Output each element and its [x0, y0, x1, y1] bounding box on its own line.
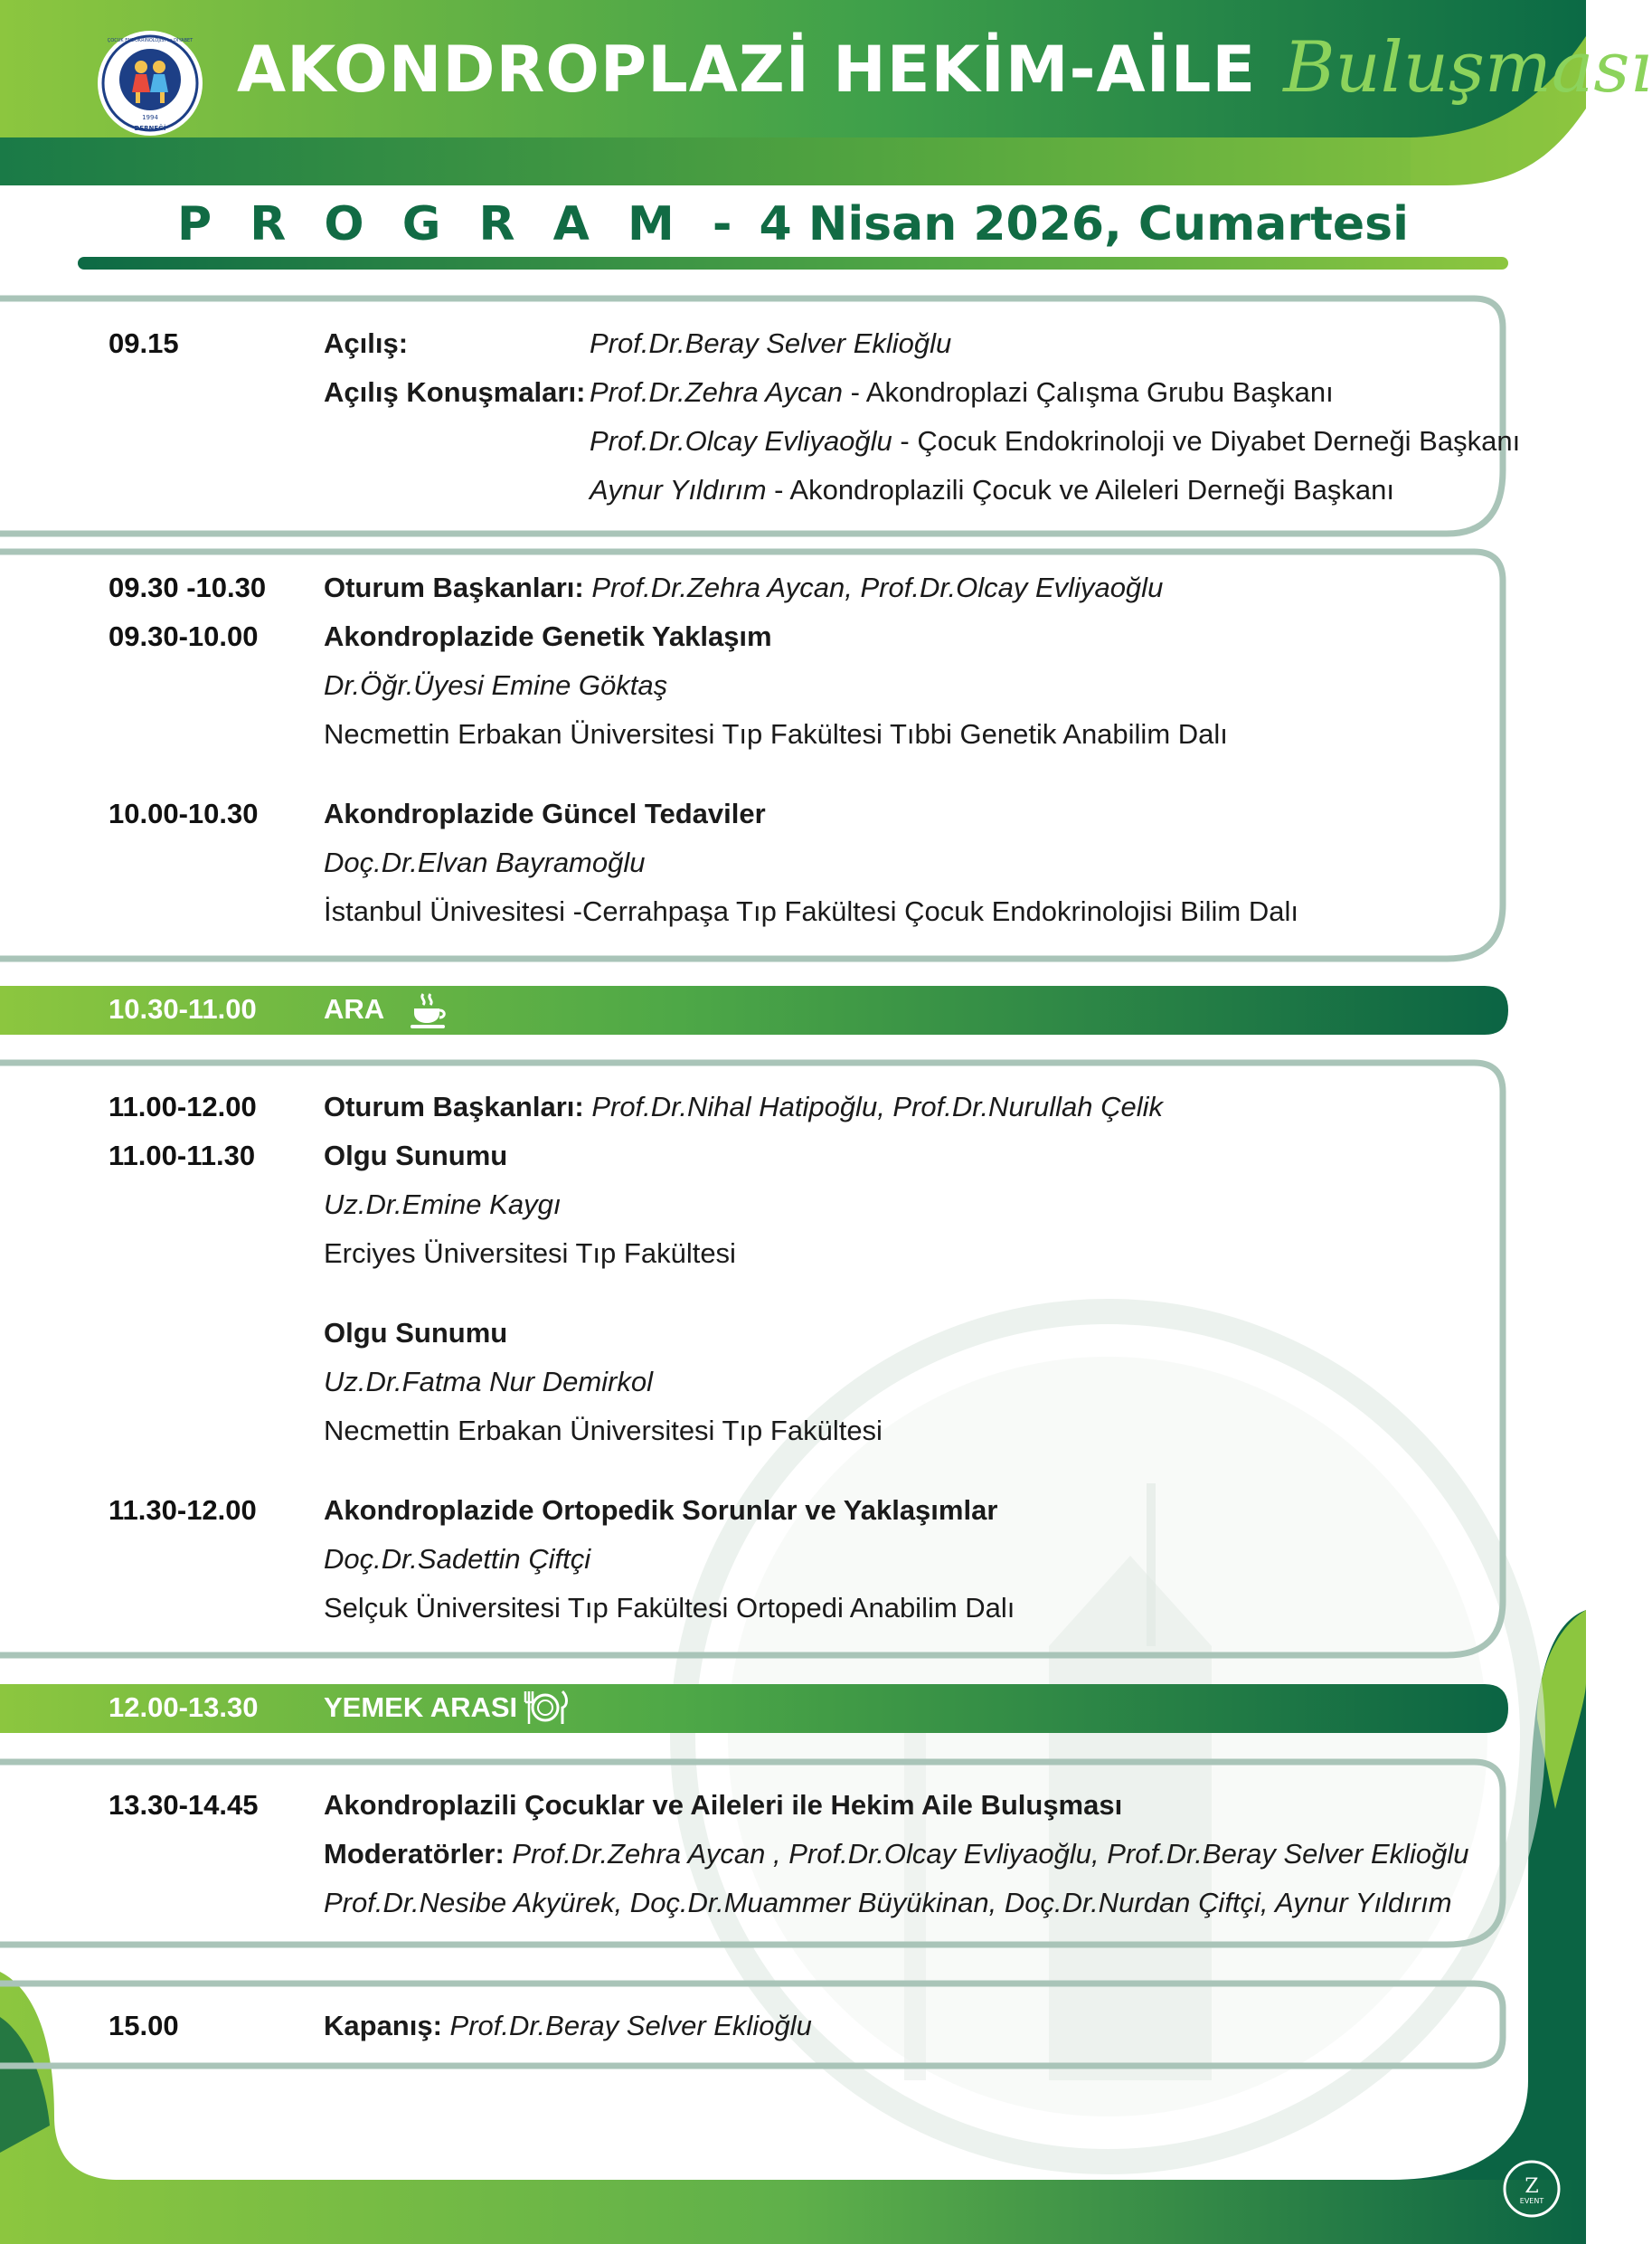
svg-text:EVENT: EVENT: [1519, 2197, 1544, 2205]
talk-title: Olgu Sunumu: [324, 1140, 508, 1171]
opening-speaker-row: [590, 474, 1394, 507]
svg-text:ÇOCUK ENDOKRİNOLOJİSİ ve DİYAB: ÇOCUK ENDOKRİNOLOJİSİ ve DİYABET: [107, 38, 194, 43]
header-title-script: Buluşması: [1283, 27, 1652, 109]
association-logo: [96, 29, 204, 137]
closing-time: 15.00: [109, 2010, 179, 2041]
session3-moderators: [324, 1838, 1469, 1870]
talk-affiliation: Selçuk Üniversitesi Tıp Fakültesi Ortopedi Anabilim Dalı: [324, 1592, 1015, 1624]
talk-speaker: Uz.Dr.Fatma Nur Demirkol: [324, 1366, 653, 1397]
talk-affiliation: Necmettin Erbakan Üniversitesi Tıp Fakültesi Tıbbi Genetik Anabilim Dalı: [324, 718, 1228, 750]
talk-speaker: Doç.Dr.Sadettin Çiftçi: [324, 1543, 591, 1575]
session3-time: 13.30-14.45: [109, 1789, 259, 1821]
svg-text:DERNEĞİ: DERNEĞİ: [134, 125, 166, 132]
chairs-label: Oturum Başkanları:: [324, 1091, 584, 1122]
session3-panel: Prof.Dr.Nesibe Akyürek, Doç.Dr.Muammer Büyükinan, Doç.Dr.Nurdan Çiftçi, Aynur Yıldırım: [324, 1887, 1452, 1918]
opening-label: Açılış:: [324, 327, 409, 359]
break-label: YEMEK ARASI: [324, 1691, 518, 1723]
opening-speeches-label: Açılış Konuşmaları:: [324, 376, 586, 408]
moderators-label: Moderatörler:: [324, 1838, 505, 1870]
chairs-names: Prof.Dr.Nihal Hatipoğlu, Prof.Dr.Nurullah Çelik: [583, 1091, 1164, 1122]
opening-time: 09.15: [109, 327, 179, 359]
session1-time: 09.30 -10.30: [109, 572, 267, 603]
closing-row: [324, 2010, 812, 2042]
program-title: [0, 197, 1586, 251]
speaker-name: Prof.Dr.Zehra Aycan: [590, 376, 843, 408]
break-time: 10.30-11.00: [109, 993, 257, 1025]
talk-time: 11.30-12.00: [109, 1494, 257, 1526]
talk-affiliation: Erciyes Üniversitesi Tıp Fakültesi: [324, 1237, 736, 1269]
session1-chairs: [324, 572, 1163, 604]
opening-speaker-row: [590, 376, 1334, 409]
session3-title: Akondroplazili Çocuklar ve Aileleri ile Hekim Aile Buluşması: [324, 1789, 1123, 1821]
talk-affiliation: Necmettin Erbakan Üniversitesi Tıp Fakültesi: [324, 1415, 883, 1446]
talk-title: Akondroplazide Genetik Yaklaşım: [324, 620, 772, 652]
program-label: P R O G R A M -: [177, 197, 743, 251]
talk-time: 09.30-10.00: [109, 620, 259, 652]
header-title-main: AKONDROPLAZİ HEKİM-AİLE: [237, 33, 1257, 107]
talk-title: Akondroplazide Güncel Tedaviler: [324, 798, 766, 829]
coffee-cup-icon: [409, 991, 450, 1029]
speaker-name: Prof.Dr.Olcay Evliyaoğlu: [590, 425, 892, 457]
session2-time: 11.00-12.00: [109, 1091, 257, 1122]
header-title: [237, 27, 1652, 127]
speaker-role: - Çocuk Endokrinoloji ve Diyabet Derneği Başkanı: [892, 425, 1521, 457]
chairs-label: Oturum Başkanları:: [324, 572, 584, 603]
event-logo: [1501, 2158, 1562, 2220]
speaker-role: - Akondroplazi Çalışma Grubu Başkanı: [842, 376, 1334, 408]
talk-speaker: Dr.Öğr.Üyesi Emine Göktaş: [324, 669, 668, 701]
break-label: ARA: [324, 993, 385, 1025]
chairs-names: Prof.Dr.Zehra Aycan, Prof.Dr.Olcay Evliyaoğlu: [583, 572, 1164, 603]
talk-time: 10.00-10.30: [109, 798, 259, 829]
talk-speaker: Doç.Dr.Elvan Bayramoğlu: [324, 847, 646, 878]
opening-speaker-row: [590, 425, 1520, 458]
program-date: 4 Nisan 2026, Cumartesi: [759, 197, 1409, 251]
talk-affiliation: İstanbul Ünivesitesi -Cerrahpaşa Tıp Fakültesi Çocuk Endokrinolojisi Bilim Dalı: [324, 895, 1298, 927]
break-time: 12.00-13.30: [109, 1691, 259, 1723]
session2-chairs: [324, 1091, 1163, 1123]
speaker-role: - Akondroplazili Çocuk ve Aileleri Derneği Başkanı: [766, 474, 1394, 506]
svg-text:Z: Z: [1525, 2175, 1539, 2198]
closing-name: Prof.Dr.Beray Selver Eklioğlu: [441, 2010, 812, 2041]
talk-speaker: Uz.Dr.Emine Kaygı: [324, 1188, 562, 1220]
closing-label: Kapanış:: [324, 2010, 442, 2041]
talk-title: Akondroplazide Ortopedik Sorunlar ve Yaklaşımlar: [324, 1494, 998, 1526]
talk-title: Olgu Sunumu: [324, 1317, 508, 1349]
speaker-name: Aynur Yıldırım: [590, 474, 767, 506]
talk-time: 11.00-11.30: [109, 1140, 256, 1171]
svg-text:1994: 1994: [142, 114, 158, 121]
opening-name: Prof.Dr.Beray Selver Eklioğlu: [590, 327, 952, 359]
cutlery-icon: [521, 1688, 570, 1728]
moderators-names: Prof.Dr.Zehra Aycan , Prof.Dr.Olcay Evliyaoğlu, Prof.Dr.Beray Selver Eklioğlu: [504, 1838, 1469, 1870]
